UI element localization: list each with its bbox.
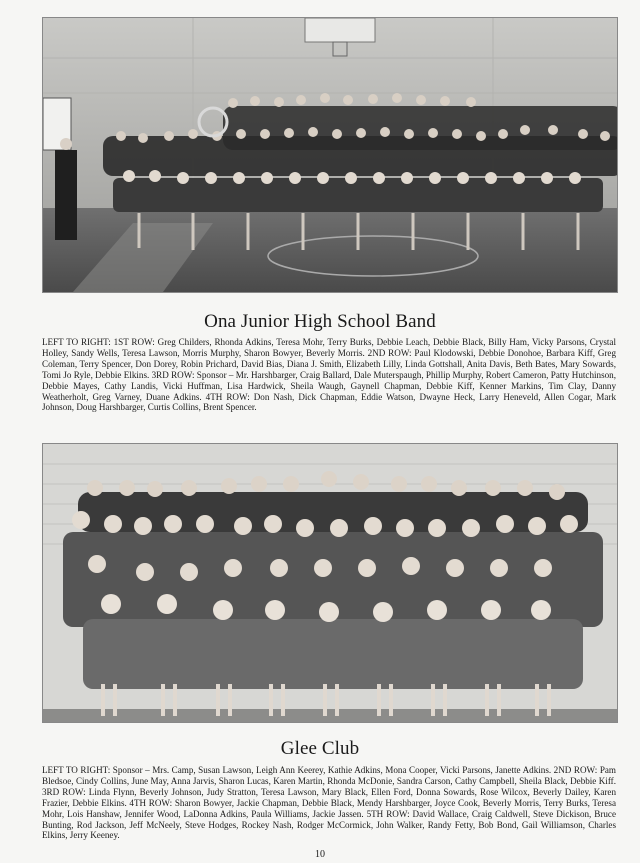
glee-club-caption: LEFT TO RIGHT: Sponsor – Mrs. Camp, Susan Lawson, Leigh Ann Keerey, Kathie Adkins, Mona Cooper, Vicki Parsons, Janette Adkins. 2ND ROW: Pam Bledsoe, Cindy Collins, June May, Anna Jarvis, Sharon Lucas, Karen Martin, Rhonda McDonie, Sandra Carson, Cathy Campbell, Sheila Black, Debbie Kiff. 3RD ROW: Linda Flynn, Beverly Johnson, Judy Stratton, Teresa Lawson, Mary Black, Ellen Ford, Donna Sowards, Rose Wilcox, Beverly Dailey, Karen Frazier, Debbie Elkins. 4TH ROW: Sharon Bowyer, Jackie Chapman, Debbie Black, Mendy Harshbarger, Joyce Cook, Beverly Morris, Terry Burks, Teresa Mohr, Lois Hanshaw, Jennifer Wood, LaDonna Adkins, Paula Williams, Jackie Jassen. 5TH ROW: David Wallace, Craig Caldwell, Steve Dickison, Bruce Bunting, Rod Jackson, Jeff McNeely, Steve Hodges, Rockey Nash, Rodger McCormick, John Walker, Randy Fetty, Bob Bond, Gail Williamson, Charles Elkins, Jerry Keeney. [42, 765, 616, 841]
page-number: 10 [315, 849, 325, 860]
band-caption: LEFT TO RIGHT: 1ST ROW: Greg Childers, Rhonda Adkins, Teresa Mohr, Terry Burks, Debbie Leach, Debbie Black, Billy Ham, Vicky Parsons, Crystal Holley, Sandy Wells, Teresa Lawson, Morris Murphy, Sharon Bowyer, Beverly Morris. 2ND ROW: Paul Klodowski, Debbie Donohoe, Barbara Kiff, Greg Coleman, Terry Spencer, Don Dorey, Robin Prichard, David Bias, Diana J. Smith, Elizabeth Lilly, Linda Gottshall, Anita Davis, Beth Bates, Mary Sowards, Tomi Jo Ryle, Debbie Elkins. 3RD ROW: Sponsor – Mr. Harshbarger, Craig Ballard, Dale Muterspaugh, Phillip Murphy, Robert Cameron, Patty Hutchinson, Debbie Mayes, Cathy Landis, Vicki Huffman, Lisa Hardwick, Sheila Waugh, Gaynell Chapman, Debbie Kiff, Kenner Markins, Tim Clay, Danny Weatherholt, Greg Varney, Duane Adkins. 4TH ROW: Don Nash, Dick Chapman, Eddie Watson, Dwayne Heck, Larry Heneveld, Allen Cogar, Mark Johnson, Doug Harshbarger, Curtis Collins, Brent Spencer. [42, 337, 616, 413]
band-photo [42, 17, 618, 293]
glee-club-title: Glee Club [280, 738, 360, 759]
band-title: Ona Junior High School Band [204, 311, 436, 332]
glee-club-photo [42, 443, 618, 723]
